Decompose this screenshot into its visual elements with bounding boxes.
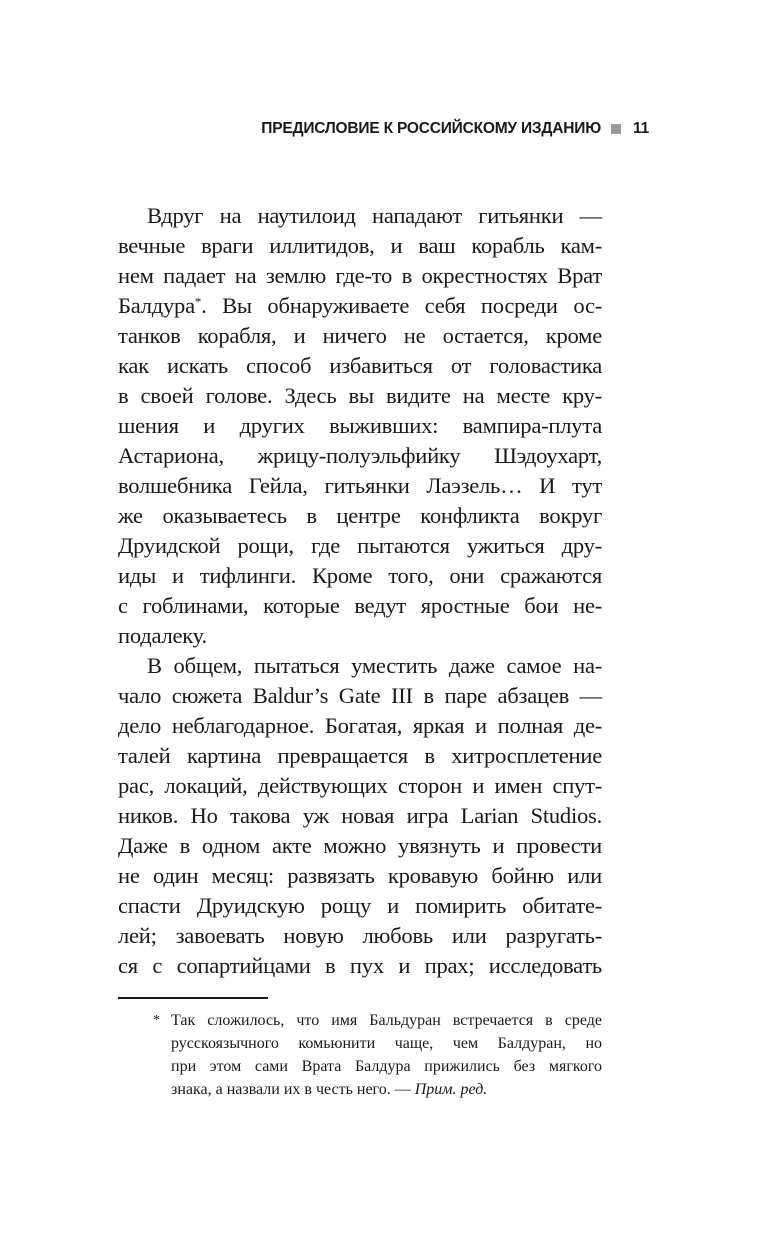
footnote-text: знака, а назвали их в честь него. —	[171, 1081, 415, 1098]
text-line: чало сюжета Baldur’s Gate III в паре абзацев —	[118, 683, 602, 708]
footnote-reference: *	[194, 294, 202, 309]
text-line: волшебника Гейла, гитьянки Лаэзель… И тут	[118, 473, 602, 498]
text-line: вечные враги иллитидов, и ваш корабль кам-	[118, 233, 602, 258]
body-text	[118, 201, 602, 981]
text-fragment: . Вы обнаруживаете себя посреди ос-	[201, 293, 602, 318]
editor-note: Прим. ред.	[414, 1081, 488, 1098]
text-line: рас, локаций, действующих сторон и имен спут-	[118, 773, 602, 798]
text-line: же оказываетесь в центре конфликта вокруг	[118, 503, 602, 528]
footnote-mark: *	[153, 1013, 160, 1028]
text-line: Даже в одном акте можно увязнуть и провести	[118, 833, 602, 858]
text-line: с гоблинами, которые ведут яростные бои не-	[118, 593, 602, 618]
text-line: иды и тифлинги. Кроме того, они сражаются	[118, 563, 602, 588]
text-line	[118, 291, 602, 321]
separator-square-icon	[611, 124, 621, 134]
text-line: спасти Друидскую рощу и помирить обитате-	[118, 893, 602, 918]
paragraph	[118, 651, 602, 981]
text-line: ников. Но такова уж новая игра Larian Studios.	[118, 803, 602, 828]
text-line: в своей голове. Здесь вы видите на месте кру-	[118, 383, 602, 408]
text-line: танков корабля, и ничего не остается, кроме	[118, 323, 602, 348]
text-line: ся с сопартийцами в пух и прах; исследовать	[118, 953, 602, 978]
footnote	[153, 1009, 602, 1101]
text-line: В общем, пытаться уместить даже самое на-	[147, 653, 602, 678]
text-line: талей картина превращается в хитросплетение	[118, 743, 602, 768]
footnote-line: при этом сами Врата Балдура прижились без мягкого	[171, 1058, 602, 1075]
footnote-line	[171, 1078, 602, 1101]
footnote-line: Так сложилось, что имя Бальдуран встречается в среде	[171, 1012, 602, 1029]
text-line: лей; завоевать новую любовь или разругать-	[118, 923, 602, 948]
text-line: Вдруг на наутилоид нападают гитьянки —	[147, 203, 602, 228]
text-line: подалеку.	[118, 623, 207, 648]
text-line: Друидской рощи, где пытаются ужиться дру-	[118, 533, 602, 558]
paragraph	[118, 201, 602, 651]
footnote-rule	[118, 997, 268, 999]
text-line: шения и других выживших: вампира-плута	[118, 413, 602, 438]
text-fragment: Балдура	[118, 293, 195, 318]
text-line: дело неблагодарное. Богатая, яркая и полная де-	[118, 713, 602, 738]
text-line: как искать способ избавиться от головастика	[118, 353, 602, 378]
section-title: ПРЕДИСЛОВИЕ К РОССИЙСКОМУ ИЗДАНИЮ	[261, 120, 601, 137]
text-line: нем падает на землю где-то в окрестностях Врат	[118, 263, 602, 288]
page-number: 11	[633, 120, 649, 137]
running-head	[261, 120, 649, 138]
text-line: не один месяц: развязать кровавую бойню или	[118, 863, 602, 888]
text-line: Астариона, жрицу-полуэльфийку Шэдоухарт,	[118, 443, 602, 468]
footnote-line: русскоязычного комьюнити чаще, чем Балдуран, но	[171, 1035, 602, 1052]
